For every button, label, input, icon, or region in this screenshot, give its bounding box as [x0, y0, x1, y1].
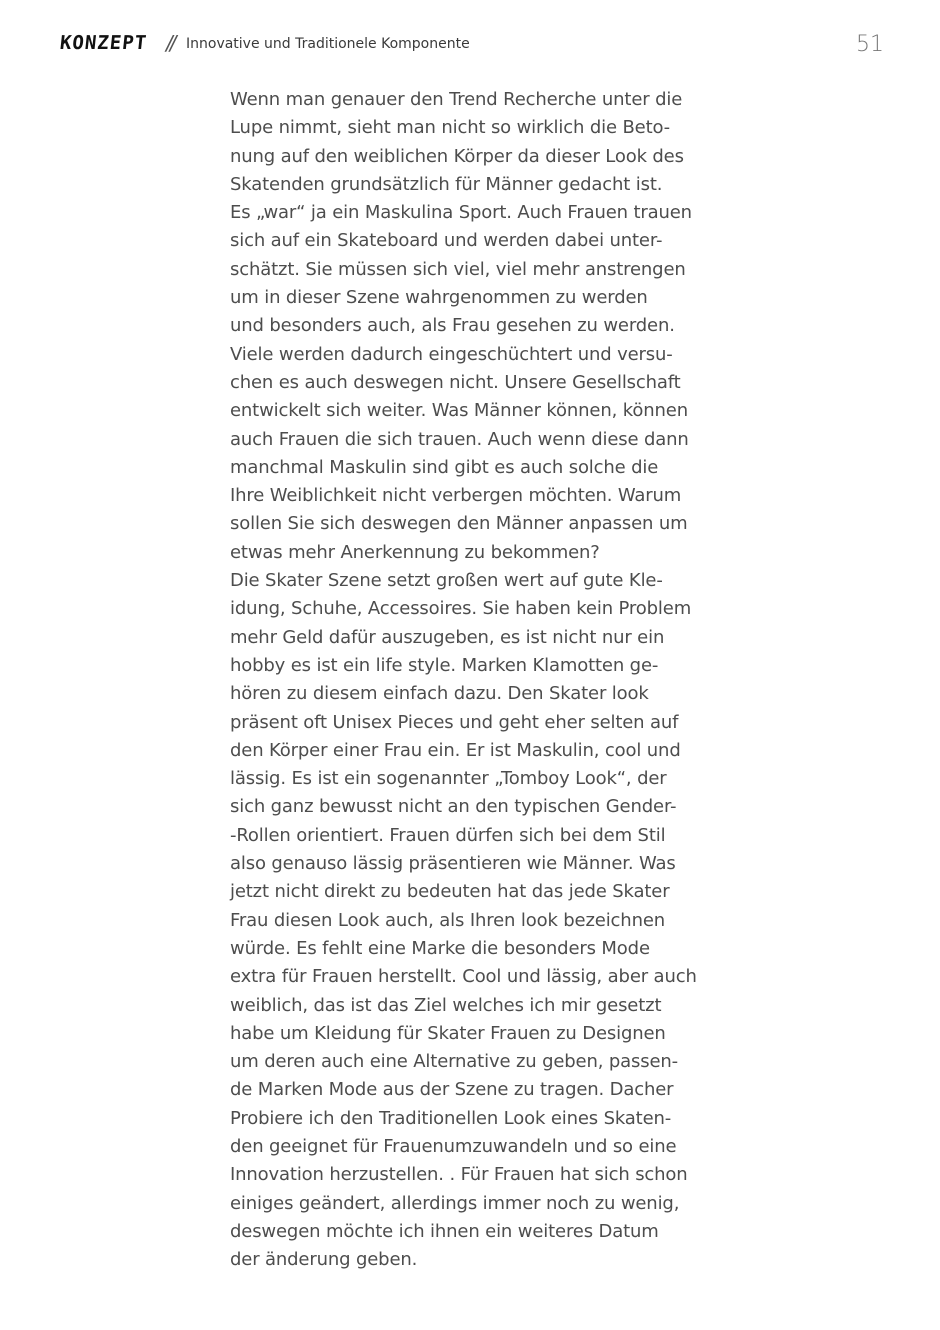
text-line: auch Frauen die sich trauen. Auch wenn diese dann: [230, 428, 689, 450]
text-line: sich ganz bewusst nicht an den typischen Gender-: [230, 796, 677, 818]
text-line: einiges geändert, allerdings immer noch zu wenig,: [230, 1192, 680, 1214]
text-line: sollen Sie sich deswegen den Männer anpassen um: [230, 513, 688, 535]
text-line: weiblich, das ist das Ziel welches ich mir gesetzt: [230, 994, 662, 1016]
text-line: Ihre Weiblichkeit nicht verbergen möchten. Warum: [230, 485, 682, 507]
text-line: deswegen möchte ich ihnen ein weiteres Datum: [230, 1220, 659, 1242]
body-text: [230, 86, 730, 1274]
text-line: den Körper einer Frau ein. Er ist Maskulin, cool und: [230, 739, 681, 761]
text-line: sich auf ein Skateboard und werden dabei unter-: [230, 230, 663, 252]
text-line: entwickelt sich weiter. Was Männer können, können: [230, 400, 688, 422]
text-line: Lupe nimmt, sieht man nicht so wirklich die Beto-: [230, 117, 671, 139]
text-line: Frau diesen Look auch, als Ihren look bezeichnen: [230, 909, 666, 931]
text-line: de Marken Mode aus der Szene zu tragen. Dacher: [230, 1079, 674, 1101]
text-line: würde. Es fehlt eine Marke die besonders Mode: [230, 937, 650, 959]
text-line: idung, Schuhe, Accessoires. Sie haben kein Problem: [230, 598, 692, 620]
text-line: und besonders auch, als Frau gesehen zu werden.: [230, 315, 675, 337]
text-line: präsent oft Unisex Pieces und geht eher selten auf: [230, 711, 679, 733]
text-line: manchmal Maskulin sind gibt es auch solche die: [230, 456, 659, 478]
text-line: lässig. Es ist ein sogenannter „Tomboy Look“, der: [230, 768, 667, 790]
text-line: Skatenden grundsätzlich für Männer gedacht ist.: [230, 173, 663, 195]
text-line: jetzt nicht direkt zu bedeuten hat das jede Skater: [230, 881, 670, 903]
text-line: etwas mehr Anerkennung zu bekommen?: [230, 541, 600, 563]
section-subtitle: Innovative und Traditionele Komponente: [186, 36, 470, 52]
text-line: der änderung geben.: [230, 1249, 418, 1271]
text-line: nung auf den weiblichen Körper da dieser Look des: [230, 145, 684, 167]
text-line: hören zu diesem einfach dazu. Den Skater look: [230, 683, 649, 705]
text-line: mehr Geld dafür auszugeben, es ist nicht nur ein: [230, 626, 665, 648]
text-line: Es „war“ ja ein Maskulina Sport. Auch Frauen trauen: [230, 202, 692, 224]
text-line: Probiere ich den Traditionellen Look eines Skaten-: [230, 1107, 672, 1129]
logo: KONZEPT: [58, 32, 149, 54]
text-line: also genauso lässig präsentieren wie Männer. Was: [230, 853, 676, 875]
header-separator: //: [166, 31, 174, 55]
text-line: Die Skater Szene setzt großen wert auf gute Kle-: [230, 570, 663, 592]
text-line: -Rollen orientiert. Frauen dürfen sich bei dem Stil: [230, 824, 666, 846]
text-line: den geeignet für Frauenumzuwandeln und so eine: [230, 1135, 677, 1157]
text-line: um in dieser Szene wahrgenommen zu werden: [230, 287, 648, 309]
text-line: um deren auch eine Alternative zu geben, passen-: [230, 1051, 679, 1073]
text-line: Wenn man genauer den Trend Recherche unter die: [230, 89, 683, 110]
page-header: [60, 30, 890, 58]
text-line: habe um Kleidung für Skater Frauen zu Designen: [230, 1022, 666, 1044]
page-number: 51: [856, 32, 884, 57]
text-line: Viele werden dadurch eingeschüchtert und versu-: [230, 343, 673, 365]
text-line: chen es auch deswegen nicht. Unsere Gesellschaft: [230, 371, 681, 393]
text-line: extra für Frauen herstellt. Cool und lässig, aber auch: [230, 966, 697, 988]
text-line: hobby es ist ein life style. Marken Klamotten ge-: [230, 654, 659, 676]
text-line: schätzt. Sie müssen sich viel, viel mehr anstrengen: [230, 258, 686, 280]
text-line: Innovation herzustellen. . Für Frauen hat sich schon: [230, 1164, 688, 1186]
